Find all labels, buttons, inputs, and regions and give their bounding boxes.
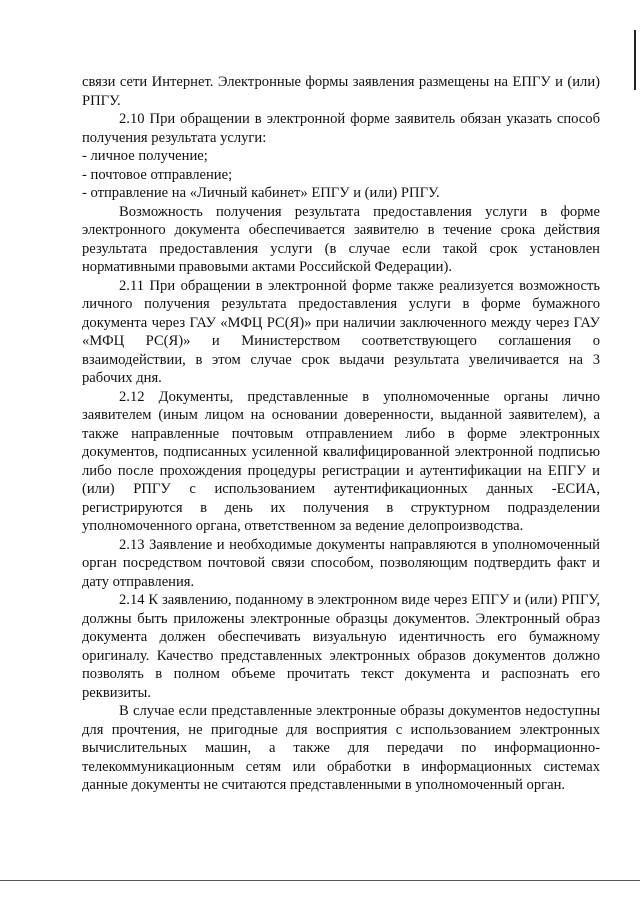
- page-edge-mark: [634, 30, 636, 90]
- paragraph-0: связи сети Интернет. Электронные формы заявления размещены на ЕПГУ и (или) РПГУ.: [82, 74, 600, 109]
- paragraph-unreadable-images: В случае если представленные электронные образы документов недоступны для прочтения, не пригодные для восприятия с использованием электронных вычислительных машин, а также для передачи по информационно-телекоммуникационным сетям или обработки в информационных системах данные документы не считаются представленными в уполномоченный орган.: [82, 703, 600, 793]
- bottom-rule: [0, 880, 640, 881]
- paragraph-2-14: 2.14 К заявлению, поданному в электронном виде через ЕПГУ и (или) РПГУ, должны быть приложены электронные образцы документов. Электронный образ документа должен обеспечивать визуальную идентичность его бумажному оригиналу. Качество представленных электронных образов документов должно позволять в полном объеме прочитать текст документа и распознать его реквизиты.: [82, 592, 600, 701]
- paragraph-2-12: 2.12 Документы, представленные в уполномоченные органы лично заявителем (иным лицом на основании доверенности, выданной заявителем), а также направленные почтовым отправлением либо в форме электронных документов, подписанных усиленной квалифицированной электронной подписью либо после прохождения процедуры регистрации и аутентификации на ЕПГУ и (или) РПГУ с использованием аутентификационных данных -ЕСИА, регистрируются в день их получения в структурном подразделении уполномоченного органа, ответственном за ведение делопроизводства.: [82, 388, 600, 534]
- paragraph-electronic-result: Возможность получения результата предоставления услуги в форме электронного документа обеспечивается заявителю в течение срока действия результата предоставления услуги (в случае если такой срок установлен нормативными правовыми актами Российской Федерации).: [82, 203, 600, 275]
- paragraph-2-13: 2.13 Заявление и необходимые документы направляются в уполномоченный орган посредством почтовой связи способом, позволяющим подтвердить факт и дату отправления.: [82, 536, 600, 590]
- paragraph-2-10: 2.10 При обращении в электронной форме заявитель обязан указать способ получения результата услуги:: [82, 111, 600, 146]
- list-item-personal: - личное получение;: [82, 148, 208, 164]
- list-item-postal: - почтовое отправление;: [82, 166, 233, 183]
- document-body: [82, 73, 600, 795]
- paragraph-2-11: 2.11 При обращении в электронной форме также реализуется возможность личного получения результата предоставления услуги в форме бумажного документа через ГАУ «МФЦ РС(Я)» при наличии заключенного между через ГАУ «МФЦ РС(Я)» и Министерством соответствующего соглашения о взаимодействии, в этом случае срок выдачи результата увеличивается на 3 рабочих дня.: [82, 277, 600, 386]
- list-item-cabinet: - отправление на «Личный кабинет» ЕПГУ и (или) РПГУ.: [82, 185, 440, 201]
